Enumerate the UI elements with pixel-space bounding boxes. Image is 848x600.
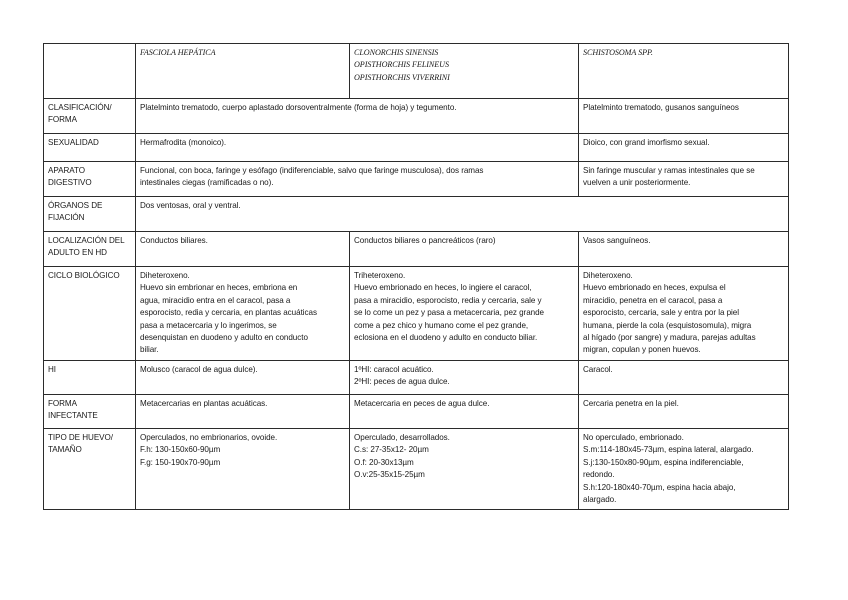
table-row <box>44 361 789 395</box>
cell-sexualidad-fasciola-clonorchis: Hermafrodita (monoico). <box>136 134 579 162</box>
cell-tipo-fasciola: Operculados, no embrionarios, ovoide. F.h: 130-150x60-90µm F.g: 150-190x70-90µm <box>136 429 350 510</box>
trematode-comparison-table <box>43 43 789 510</box>
cell-localizacion-fasciola: Conductos biliares. <box>136 232 350 267</box>
cell-ciclo-clonorchis: Triheteroxeno. Huevo embrionado en heces, lo ingiere el caracol, pasa a miracidio, esporocisto, redia y cercaria, sale y se lo come un pez y pasa a metacercaria, pez grande come a pez chico y humano come el pez grande, eclosiona en el duodeno y adulto en conducto biliar. <box>350 267 579 361</box>
row-label-forma: FORMA INFECTANTE <box>44 395 136 429</box>
cell-hi-fasciola: Molusco (caracol de agua dulce). <box>136 361 350 395</box>
header-row <box>44 44 789 99</box>
row-label-clasificacion: CLASIFICACIÓN/ FORMA <box>44 99 136 134</box>
row-label-localizacion: LOCALIZACIÓN DEL ADULTO EN HD <box>44 232 136 267</box>
table-row <box>44 232 789 267</box>
row-label-ciclo: CICLO BIOLÓGICO <box>44 267 136 361</box>
cell-hi-clonorchis: 1ºHI: caracol acuático. 2ºHI: peces de agua dulce. <box>350 361 579 395</box>
cell-aparato-fasciola-clonorchis: Funcional, con boca, faringe y esófago (indiferenciable, salvo que faringe musculosa), dos ramas intestinales ciegas (ramificadas o no). <box>136 162 579 197</box>
cell-ciclo-fasciola: Diheteroxeno. Huevo sin embrionar en heces, embriona en agua, miracidio entra en el caracol, pasa a esporocisto, redia y cercaria, en plantas acuáticas pasa a metacercaria y lo ingerimos, se desenquistan en duodeno y adulto en conducto biliar. <box>136 267 350 361</box>
column-header-fasciola: FASCIOLA HEPÁTICA <box>136 44 350 99</box>
column-header-schistosoma: SCHISTOSOMA SPP. <box>579 44 789 99</box>
cell-localizacion-schistosoma: Vasos sanguíneos. <box>579 232 789 267</box>
table-row <box>44 395 789 429</box>
column-header-clonorchis: CLONORCHIS SINENSIS OPISTHORCHIS FELINEUS OPISTHORCHIS VIVERRINI <box>350 44 579 99</box>
cell-sexualidad-schistosoma: Dioico, con grand imorfismo sexual. <box>579 134 789 162</box>
cell-clasificacion-schistosoma: Platelminto trematodo, gusanos sanguíneos <box>579 99 789 134</box>
cell-clasificacion-fasciola-clonorchis: Platelminto trematodo, cuerpo aplastado dorsoventralmente (forma de hoja) y tegumento. <box>136 99 579 134</box>
row-label-sexualidad: SEXUALIDAD <box>44 134 136 162</box>
empty-corner-cell <box>44 44 136 99</box>
cell-ciclo-schistosoma: Diheteroxeno. Huevo embrionado en heces, expulsa el miracidio, penetra en el caracol, pasa a esporocisto, cercaria, sale y entra por la piel humana, pierde la cola (esquistosomula), migra al hígado (por sangre) y madura, parejas adultas migran, copulan y ponen huevos. <box>579 267 789 361</box>
cell-localizacion-clonorchis: Conductos biliares o pancreáticos (raro) <box>350 232 579 267</box>
cell-hi-schistosoma: Caracol. <box>579 361 789 395</box>
row-label-hi: HI <box>44 361 136 395</box>
cell-forma-fasciola: Metacercarias en plantas acuáticas. <box>136 395 350 429</box>
cell-tipo-schistosoma: No operculado, embrionado. S.m:114-180x45-73µm, espina lateral, alargado. S.j:130-150x80-90µm, espina indiferenciable, redondo. S.h:120-180x40-70µm, espina hacia abajo, alargado. <box>579 429 789 510</box>
table-row <box>44 197 789 232</box>
cell-aparato-schistosoma: Sin faringe muscular y ramas intestinales que se vuelven a unir posteriormente. <box>579 162 789 197</box>
table-row <box>44 429 789 510</box>
cell-organos-all: Dos ventosas, oral y ventral. <box>136 197 789 232</box>
cell-forma-schistosoma: Cercaria penetra en la piel. <box>579 395 789 429</box>
cell-tipo-clonorchis: Operculado, desarrollados. C.s: 27-35x12- 20µm O.f: 20-30x13µm O.v:25-35x15-25µm <box>350 429 579 510</box>
table-row <box>44 134 789 162</box>
row-label-organos: ÓRGANOS DE FIJACIÓN <box>44 197 136 232</box>
table-row <box>44 162 789 197</box>
cell-forma-clonorchis: Metacercaria en peces de agua dulce. <box>350 395 579 429</box>
row-label-aparato: APARATO DIGESTIVO <box>44 162 136 197</box>
table-row <box>44 267 789 361</box>
table-row <box>44 99 789 134</box>
row-label-tipo: TIPO DE HUEVO/ TAMAÑO <box>44 429 136 510</box>
